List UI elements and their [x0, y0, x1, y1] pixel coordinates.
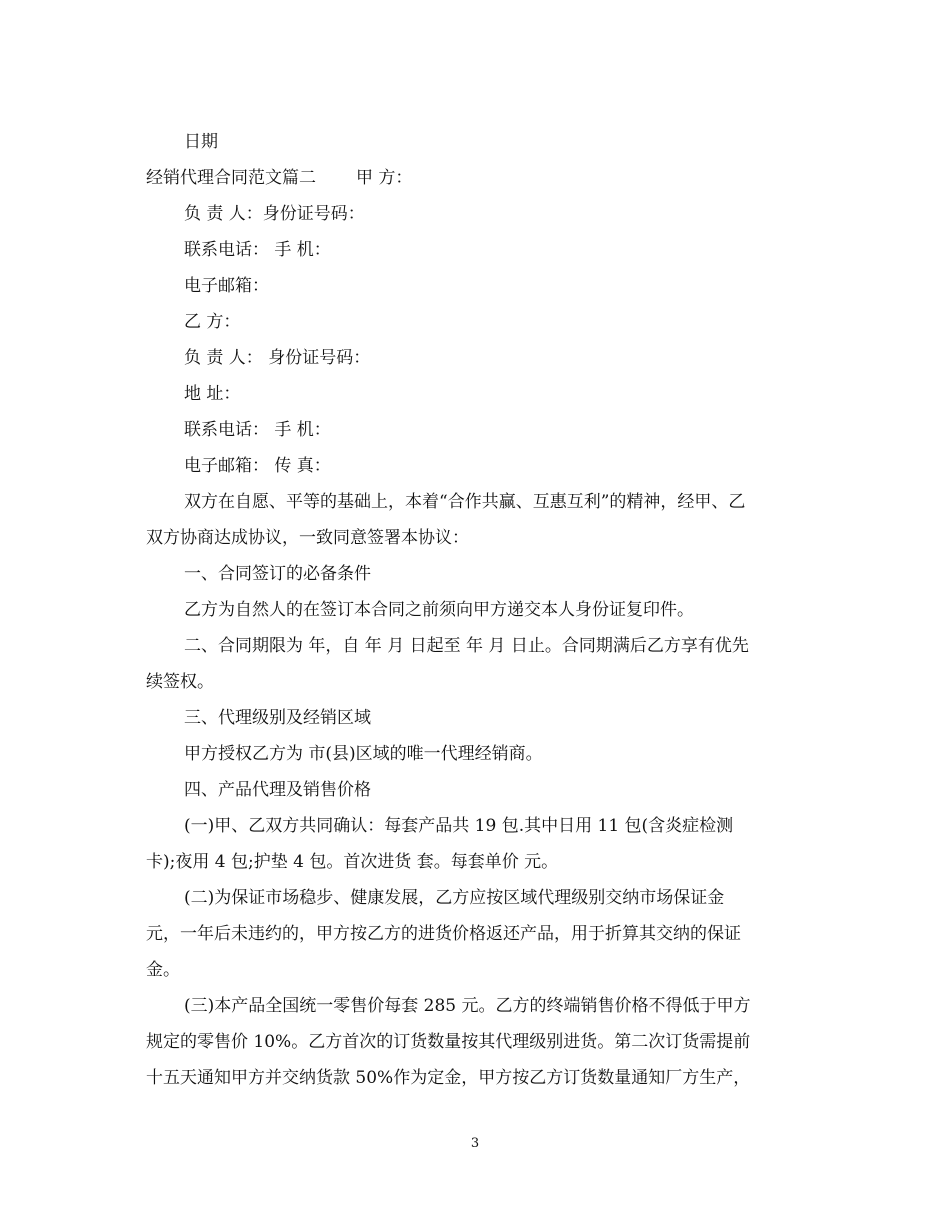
section-heading-4: 四、产品代理及销售价格: [184, 780, 371, 800]
clause-4-1-line-2: 卡);夜用 4 包;护垫 4 包。首次进货 套。每套单价 元。: [146, 852, 559, 872]
party-b-email-line: 电子邮箱： 传 真：: [184, 456, 331, 476]
clause-4-1-line-1: (一)甲、乙双方共同确认：每套产品共 19 包.其中日用 11 包(含炎症检测: [184, 816, 734, 836]
preamble-line-2: 双方协商达成协议，一致同意签署本协议：: [146, 528, 469, 548]
clause-4-3-line-1: (三)本产品全国统一零售价每套 285 元。乙方的终端销售价格不得低于甲方: [184, 996, 751, 1016]
section-3-text: 甲方授权乙方为 市(县)区域的唯一代理经销商。: [184, 744, 543, 764]
party-a-email-line: 电子邮箱：: [184, 276, 269, 296]
clause-4-2-line-2: 元，一年后未违约的，甲方按乙方的进货价格返还产品，用于折算其交纳的保证: [146, 924, 741, 944]
section-2-line-1: 二、合同期限为 年，自 年 月 日起至 年 月 日止。合同期满后乙方享有优先: [184, 636, 749, 656]
page-number: 3: [470, 1136, 480, 1151]
section-heading-3: 三、代理级别及经销区域: [184, 708, 371, 728]
party-a-phone-line: 联系电话： 手 机：: [184, 240, 331, 260]
document-body: [146, 124, 806, 1096]
party-b-label: 乙 方：: [184, 312, 241, 332]
document-title: 经销代理合同范文篇二: [146, 168, 316, 188]
section-2-line-2: 续签权。: [146, 672, 214, 692]
clause-4-2-line-1: (二)为保证市场稳步、健康发展，乙方应按区域代理级别交纳市场保证金: [184, 888, 725, 908]
party-a-label: 甲 方：: [356, 168, 413, 188]
clause-4-3-line-3: 十五天通知甲方并交纳货款 50%作为定金，甲方按乙方订货数量通知厂方生产，: [146, 1068, 751, 1088]
title-row: [146, 160, 806, 196]
clause-4-3-line-2: 规定的零售价 10%。乙方首次的订货数量按其代理级别进货。第二次订货需提前: [146, 1032, 751, 1052]
date-line: 日期: [184, 132, 218, 152]
section-1-text: 乙方为自然人的在签订本合同之前须向甲方递交本人身份证复印件。: [184, 600, 694, 620]
party-b-address-line: 地 址：: [184, 384, 241, 404]
party-b-phone-line: 联系电话： 手 机：: [184, 420, 331, 440]
party-b-responsible-line: 负 责 人： 身份证号码：: [184, 348, 371, 368]
clause-4-2-line-3: 金。: [146, 960, 180, 980]
party-a-responsible-line: 负 责 人：身份证号码：: [184, 204, 365, 224]
section-heading-1: 一、合同签订的必备条件: [184, 564, 371, 584]
preamble-line-1: 双方在自愿、平等的基础上，本着“合作共赢、互惠互利”的精神，经甲、乙: [184, 492, 746, 512]
